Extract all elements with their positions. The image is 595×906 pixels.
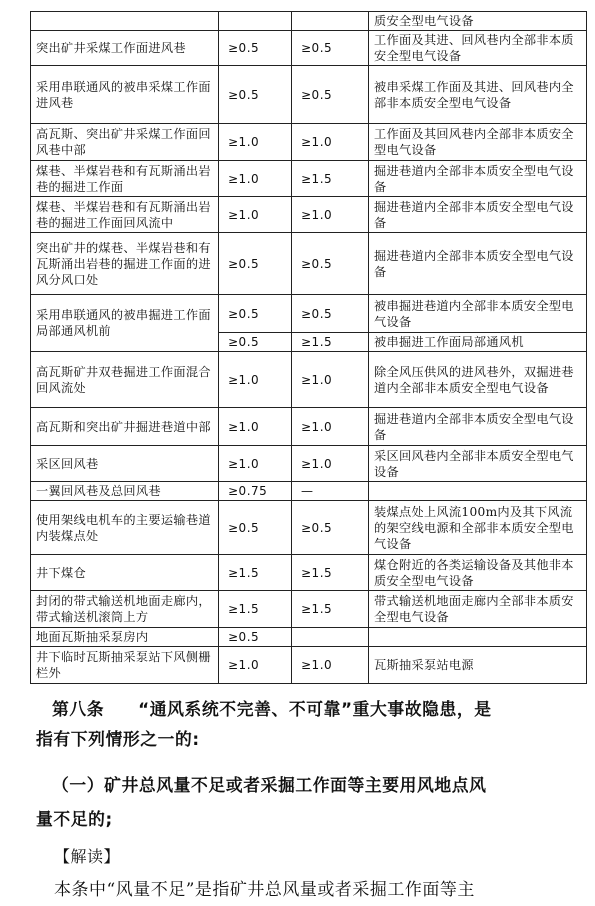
article-heading	[36, 694, 588, 754]
limit-cell: ≥0.5	[219, 628, 292, 647]
equipment-cell: 煤仓附近的各类运输设备及其他非本质安全型电气设备	[369, 555, 587, 591]
limit-cell: ≥1.0	[292, 197, 369, 233]
table-row	[31, 647, 587, 684]
limit-cell: ≥1.0	[292, 408, 369, 446]
interpretation-body: 本条中“风量不足”是指矿井总风量或者采掘工作面等主	[54, 880, 475, 900]
location-cell: 井下煤仓	[31, 555, 219, 591]
article-heading-continuation: 指有下列情形之一的:	[36, 729, 200, 749]
table-row	[31, 628, 587, 647]
limit-cell	[292, 12, 369, 31]
location-cell: 采用串联通风的被串采煤工作面进风巷	[31, 66, 219, 124]
table-row	[31, 555, 587, 591]
limit-cell: —	[292, 482, 369, 501]
location-cell: 高瓦斯和突出矿井掘进巷道中部	[31, 408, 219, 446]
limit-cell	[292, 628, 369, 647]
table-row	[31, 408, 587, 446]
clause-item	[36, 768, 588, 836]
location-cell: 封闭的带式输送机地面走廊内，带式输送机滚筒上方	[31, 591, 219, 628]
interpretation-label: 【解读】	[54, 847, 121, 866]
clause-item-text: （一）矿井总风量不足或者采掘工作面等主要用风地点风	[52, 775, 487, 795]
limit-cell: ≥0.75	[219, 482, 292, 501]
limit-cell: ≥1.0	[292, 647, 369, 684]
table-row	[31, 233, 587, 295]
article-title: “通风系统不完善、不可靠”重大事故隐患，是	[138, 699, 492, 719]
location-cell: 使用架线电机车的主要运输巷道内装煤点处	[31, 501, 219, 555]
table-row	[31, 124, 587, 161]
location-cell: 井下临时瓦斯抽采泵站下风侧栅栏外	[31, 647, 219, 684]
equipment-cell: 装煤点处上风流100m内及其下风流的架空线电源和全部非本质安全型电气设备	[369, 501, 587, 555]
table-row	[31, 295, 587, 333]
location-cell: 煤巷、半煤岩巷和有瓦斯涌出岩巷的掘进工作面回风流中	[31, 197, 219, 233]
limit-cell	[219, 12, 292, 31]
equipment-cell: 带式输送机地面走廊内全部非本质安全型电气设备	[369, 591, 587, 628]
table-row	[31, 66, 587, 124]
equipment-cell: 工作面及其进、回风巷内全部非本质安全型电气设备	[369, 31, 587, 66]
table-row	[31, 161, 587, 197]
equipment-cell: 采区回风巷内全部非本质安全型电气设备	[369, 446, 587, 482]
limit-cell: ≥1.0	[219, 161, 292, 197]
location-cell: 一翼回风巷及总回风巷	[31, 482, 219, 501]
article-number: 第八条	[52, 699, 105, 719]
equipment-cell: 瓦斯抽采泵站电源	[369, 647, 587, 684]
limit-cell: ≥1.5	[292, 333, 369, 352]
location-cell: 突出矿井采煤工作面进风巷	[31, 31, 219, 66]
table-row	[31, 501, 587, 555]
table-row	[31, 12, 587, 31]
table-row	[31, 482, 587, 501]
equipment-cell: 除全风压供风的进风巷外，双掘进巷道内全部非本质安全型电气设备	[369, 352, 587, 408]
equipment-cell: 被串掘进巷道内全部非本质安全型电气设备	[369, 295, 587, 333]
location-cell: 高瓦斯矿井双巷掘进工作面混合回风流处	[31, 352, 219, 408]
location-cell: 采用串联通风的被串掘进工作面局部通风机前	[31, 295, 219, 352]
limit-cell: ≥1.0	[219, 197, 292, 233]
limit-cell: ≥1.0	[292, 446, 369, 482]
location-cell: 采区回风巷	[31, 446, 219, 482]
limit-cell: ≥0.5	[219, 295, 292, 333]
table-row	[31, 446, 587, 482]
limit-cell: ≥1.0	[292, 352, 369, 408]
limit-cell: ≥0.5	[219, 501, 292, 555]
limit-cell: ≥1.0	[219, 647, 292, 684]
location-cell	[31, 12, 219, 31]
limit-cell: ≥0.5	[219, 66, 292, 124]
equipment-cell: 掘进巷道内全部非本质安全型电气设备	[369, 197, 587, 233]
limit-cell: ≥0.5	[292, 233, 369, 295]
equipment-cell: 掘进巷道内全部非本质安全型电气设备	[369, 161, 587, 197]
equipment-cell: 被串采煤工作面及其进、回风巷内全部非本质安全型电气设备	[369, 66, 587, 124]
equipment-cell: 掘进巷道内全部非本质安全型电气设备	[369, 408, 587, 446]
equipment-cell: 质安全型电气设备	[369, 12, 587, 31]
limit-cell: ≥1.5	[292, 591, 369, 628]
limit-cell: ≥0.5	[292, 31, 369, 66]
limit-cell: ≥0.5	[292, 66, 369, 124]
table-row	[31, 31, 587, 66]
limit-cell: ≥1.5	[292, 161, 369, 197]
equipment-cell	[369, 482, 587, 501]
limit-cell: ≥0.5	[292, 501, 369, 555]
limit-cell: ≥1.5	[292, 555, 369, 591]
limit-cell: ≥0.5	[292, 295, 369, 333]
limit-cell: ≥0.5	[219, 31, 292, 66]
limit-cell: ≥1.0	[219, 446, 292, 482]
table-row	[31, 352, 587, 408]
limit-cell: ≥1.0	[292, 124, 369, 161]
table-row	[31, 591, 587, 628]
location-cell: 煤巷、半煤岩巷和有瓦斯涌出岩巷的掘进工作面	[31, 161, 219, 197]
limit-cell: ≥0.5	[219, 233, 292, 295]
location-cell: 高瓦斯、突出矿井采煤工作面回风巷中部	[31, 124, 219, 161]
clause-item-continuation: 量不足的;	[36, 809, 113, 829]
equipment-cell: 被串掘进工作面局部通风机	[369, 333, 587, 352]
equipment-cell	[369, 628, 587, 647]
limit-cell: ≥0.5	[219, 333, 292, 352]
limit-cell: ≥1.5	[219, 555, 292, 591]
equipment-cell: 掘进巷道内全部非本质安全型电气设备	[369, 233, 587, 295]
location-cell: 地面瓦斯抽采泵房内	[31, 628, 219, 647]
location-cell: 突出矿井的煤巷、半煤岩巷和有瓦斯涌出岩巷的掘进工作面的进风分风口处	[31, 233, 219, 295]
limit-cell: ≥1.0	[219, 408, 292, 446]
limit-cell: ≥1.0	[219, 124, 292, 161]
limit-cell: ≥1.5	[219, 591, 292, 628]
gas-concentration-table	[30, 11, 587, 684]
table-row	[31, 197, 587, 233]
equipment-cell: 工作面及其回风巷内全部非本质安全型电气设备	[369, 124, 587, 161]
limit-cell: ≥1.0	[219, 352, 292, 408]
